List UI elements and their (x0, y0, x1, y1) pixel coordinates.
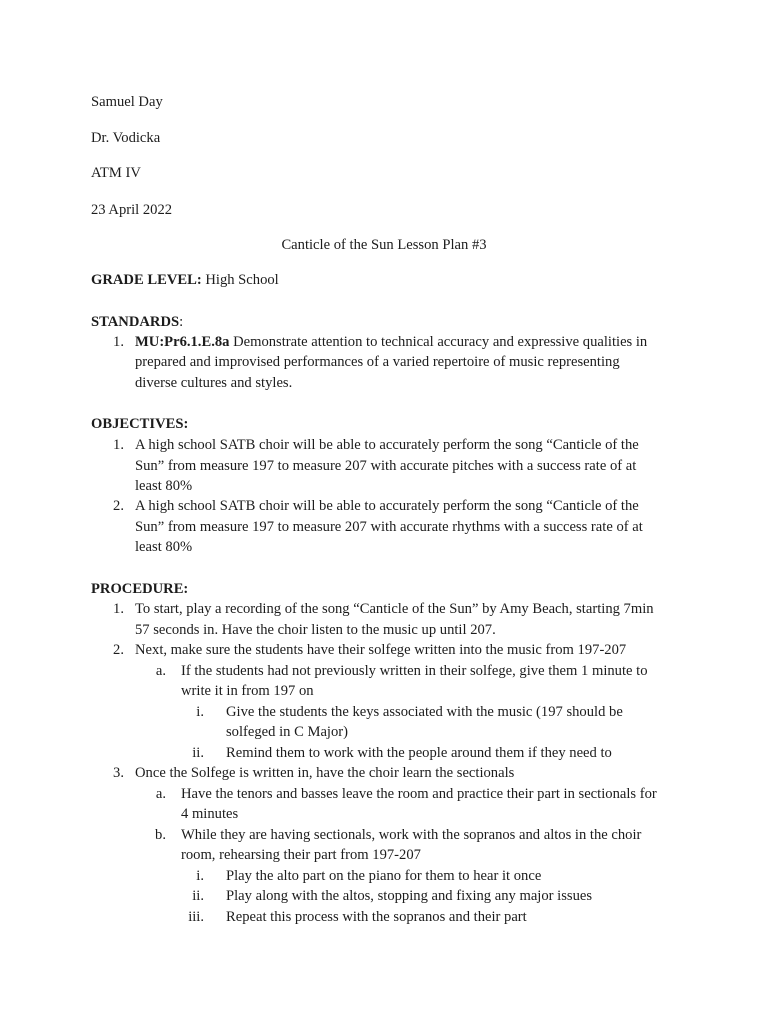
procedure-line: Repeat this process with the sopranos and their part (226, 909, 527, 925)
standards-label: STANDARDS (91, 314, 180, 330)
author-name: Samuel Day (91, 94, 163, 110)
procedure-line: Next, make sure the students have their solfege written into the music from 197-207 (135, 642, 627, 658)
grade-level-label: GRADE LEVEL: (91, 272, 202, 288)
standard-code: MU:Pr6.1.E.8a (135, 334, 230, 350)
instructor-name: Dr. Vodicka (91, 130, 161, 146)
standard-line: MU:Pr6.1.E.8a Demonstrate attention to technical accuracy and expressive qualities in (135, 334, 648, 350)
objective-line: least 80% (135, 478, 193, 494)
procedure-step-number: 2. (113, 642, 124, 658)
procedure-line: Play along with the altos, stopping and fixing any major issues (226, 888, 593, 904)
procedure-line: If the students had not previously written in their solfege, give them 1 minute to (181, 663, 648, 679)
procedure-line: 4 minutes (181, 806, 239, 822)
procedure-step-number: 1. (113, 601, 124, 617)
procedure-line: 57 seconds in. Have the choir listen to the music up until 207. (135, 622, 496, 638)
procedure-line: Give the students the keys associated with the music (197 should be (226, 704, 623, 720)
document-title: Canticle of the Sun Lesson Plan #3 (281, 237, 487, 253)
procedure-line: To start, play a recording of the song “Canticle of the Sun” by Amy Beach, starting 7min (135, 601, 654, 617)
procedure-step-number: 3. (113, 765, 124, 781)
procedure-line: Remind them to work with the people around them if they need to (226, 745, 612, 761)
procedure-line: write it in from 197 on (181, 683, 314, 699)
procedure-roman-number: ii. (192, 888, 204, 904)
standards-heading (91, 312, 183, 332)
procedure-line: While they are having sectionals, work with the sopranos and altos in the choir (181, 827, 642, 843)
procedure-substep-letter: a. (155, 663, 166, 679)
procedure-roman-number: iii. (188, 909, 204, 925)
procedure-line: Once the Solfege is written in, have the choir learn the sectionals (135, 765, 515, 781)
document-date: 23 April 2022 (91, 202, 173, 218)
procedure-line: room, rehearsing their part from 197-207 (181, 847, 421, 863)
course-name: ATM IV (91, 165, 141, 181)
standard-number: 1. (113, 334, 124, 350)
objective-line: A high school SATB choir will be able to accurately perform the song “Canticle of the (135, 437, 639, 453)
procedure-roman-number: i. (196, 704, 204, 720)
objective-line: Sun” from measure 197 to measure 207 with accurate rhythms with a success rate of at (135, 519, 643, 535)
procedure-line: solfeged in C Major) (226, 724, 348, 740)
standards-colon: : (179, 314, 184, 330)
objective-line: least 80% (135, 539, 193, 555)
objectives-heading: OBJECTIVES: (91, 416, 189, 432)
objective-number: 2. (113, 498, 124, 514)
procedure-line: Have the tenors and basses leave the room and practice their part in sectionals for (181, 786, 657, 802)
objective-line: Sun” from measure 197 to measure 207 with accurate pitches with a success rate of at (135, 458, 637, 474)
procedure-substep-letter: a. (155, 786, 166, 802)
standard-line: diverse cultures and styles. (135, 375, 293, 391)
objective-line: A high school SATB choir will be able to accurately perform the song “Canticle of the (135, 498, 639, 514)
standard-line: prepared and improvised performances of a varied repertoire of music representing (135, 354, 620, 370)
procedure-roman-number: ii. (192, 745, 204, 761)
procedure-line: Play the alto part on the piano for them to hear it once (226, 868, 542, 884)
procedure-heading: PROCEDURE: (91, 581, 189, 597)
grade-level-value: High School (205, 272, 279, 288)
grade-level (91, 270, 279, 290)
procedure-substep-letter: b. (155, 827, 166, 843)
objective-number: 1. (113, 437, 124, 453)
procedure-roman-number: i. (196, 868, 204, 884)
